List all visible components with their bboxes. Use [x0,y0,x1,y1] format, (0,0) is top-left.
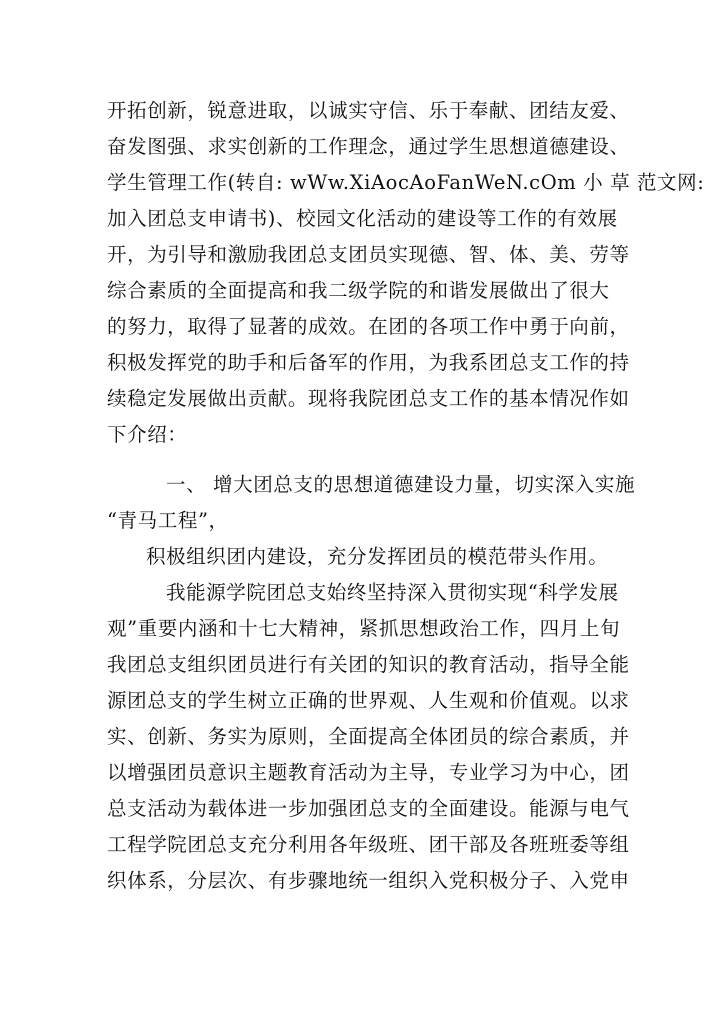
section-heading-line: 一、 增大团总支的思想道德建设力量，切实深入实施 [166,473,636,496]
body-text-line: 学生管理工作(转自: wWw.XiAocAoFanWeN.cOm 小 草 范文网: [107,171,705,194]
body-text-line: 奋发图强、求实创新的工作理念，通过学生思想道德建设、 [107,135,630,158]
body-text-line: 下介绍： [107,423,188,446]
body-text-line: 源团总支的学生树立正确的世界观、人生观和价值观。以求 [107,689,630,712]
body-text-line: 开拓创新，锐意进取，以诚实守信、乐于奉献、团结友爱、 [107,99,630,122]
body-text-line: 的努力，取得了显著的成效。在团的各项工作中勇于向前， [107,315,630,338]
body-text-line: 加入团总支申请书)、校园文化活动的建设等工作的有效展 [107,207,618,230]
body-text-line: 积极发挥党的助手和后备军的作用，为我系团总支工作的持 [107,351,630,374]
body-text-line: 观”重要内涵和十七大精神，紧抓思想政治工作，四月上旬 [107,617,621,640]
body-text-line: 我团总支组织团员进行有关团的知识的教育活动，指导全能 [107,653,630,676]
body-text-line: 实、创新、务实为原则，全面提高全体团员的综合素质，并 [107,725,630,748]
body-text-line: 综合素质的全面提高和我二级学院的和谐发展做出了很大 [107,279,610,302]
section-subheading: 积极组织团内建设，充分发挥团员的模范带头作用。 [146,545,609,568]
body-text-line: 工程学院团总支充分利用各年级班、团干部及各班班委等组 [107,833,630,856]
body-text-line: 我能源学院团总支始终坚持深入贯彻实现“科学发展 [166,581,619,604]
body-text-line: 续稳定发展做出贡献。现将我院团总支工作的基本情况作如 [107,387,630,410]
body-text-line: 总支活动为载体进一步加强团总支的全面建设。能源与电气 [107,797,630,820]
body-text-line: 织体系，分层次、有步骤地统一组织入党积极分子、入党申 [107,869,630,892]
section-heading-line: “青马工程”， [107,509,229,532]
body-text-line: 以增强团员意识主题教育活动为主导，专业学习为中心，团 [107,761,630,784]
body-text-line: 开，为引导和激励我团总支团员实现德、智、体、美、劳等 [107,243,630,266]
